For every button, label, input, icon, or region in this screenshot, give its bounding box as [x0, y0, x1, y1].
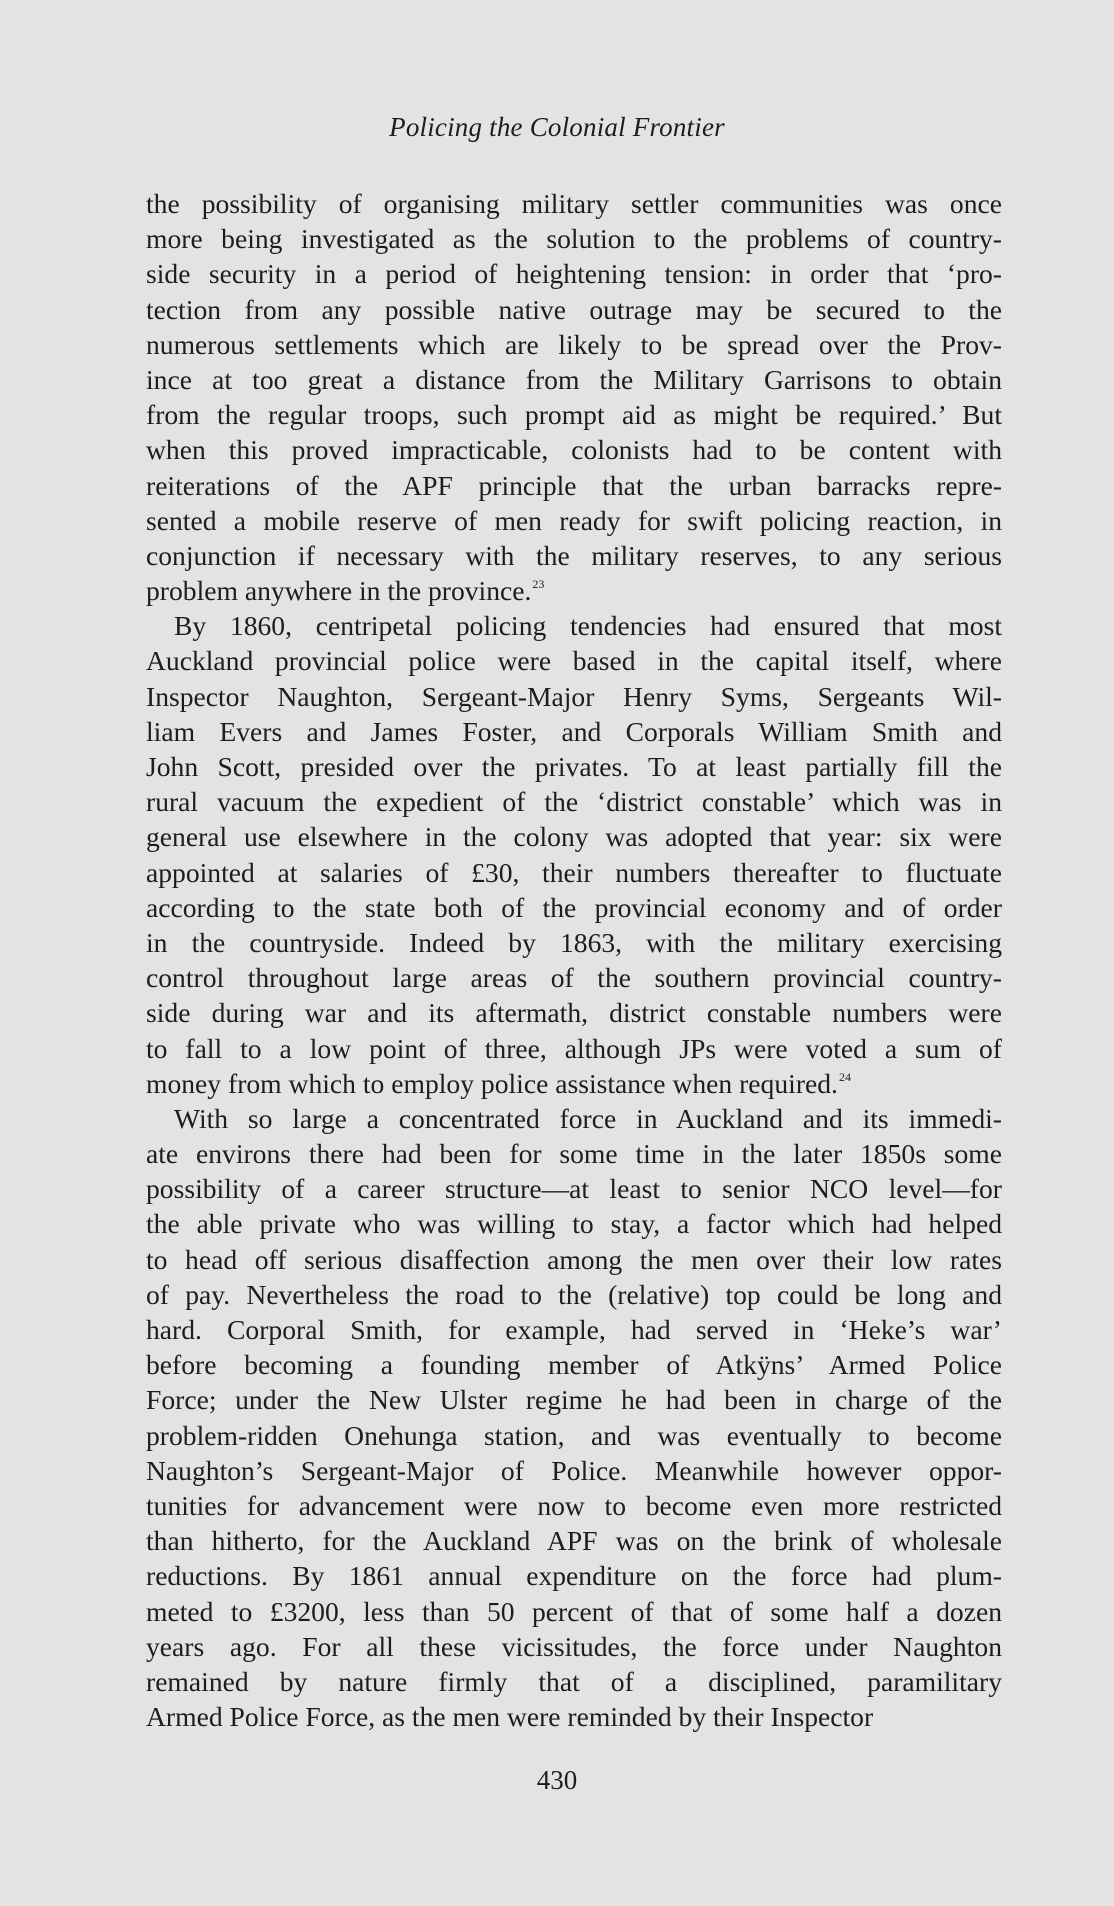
line-text: according to the state both of the provincial economy and of order — [146, 891, 1002, 923]
footnote-marker: 23 — [532, 577, 545, 592]
text-line — [146, 1066, 1002, 1101]
line-text: control throughout large areas of the southern provincial country- — [146, 962, 1002, 994]
line-text: Force; under the New Ulster regime he had been in charge of the — [146, 1384, 1002, 1416]
line-text: money from which to employ police assistance when required. — [146, 1067, 838, 1099]
text-line — [146, 1242, 1002, 1277]
line-text: problem-ridden Onehunga station, and was eventually to become — [146, 1419, 1002, 1451]
line-text: tunities for advancement were now to become even more restricted — [146, 1489, 1002, 1521]
line-text: Auckland provincial police were based in the capital itself, where — [146, 645, 1002, 677]
text-line — [146, 1488, 1002, 1523]
text-line — [146, 1699, 1002, 1734]
text-line — [146, 679, 1002, 714]
line-text: from the regular troops, such prompt aid as might be required.’ But — [146, 399, 1002, 431]
line-text: Inspector Naughton, Sergeant-Major Henry Syms, Sergeants Wil- — [146, 680, 1002, 712]
line-text: Armed Police Force, as the men were reminded by their Inspector — [146, 1701, 874, 1733]
line-text: remained by nature firmly that of a disciplined, paramilitary — [146, 1665, 1002, 1697]
text-line — [146, 643, 1002, 678]
text-line — [146, 1418, 1002, 1453]
text-line — [146, 256, 1002, 291]
text-line — [146, 397, 1002, 432]
text-line — [146, 1312, 1002, 1347]
line-text: than hitherto, for the Auckland APF was on the brink of wholesale — [146, 1525, 1002, 1557]
line-text: hard. Corporal Smith, for example, had served in ‘Heke’s war’ — [146, 1314, 1002, 1345]
line-text: years ago. For all these vicissitudes, the force under Naughton — [146, 1630, 1002, 1662]
line-text: side during war and its aftermath, district constable numbers were — [146, 997, 1002, 1029]
line-text: ince at too great a distance from the Military Garrisons to obtain — [146, 363, 1002, 395]
line-text: appointed at salaries of £30, their numbers thereafter to fluctuate — [146, 856, 1002, 888]
line-text: possibility of a career structure—at least to senior NCO level—for — [146, 1173, 1002, 1205]
line-text: liam Evers and James Foster, and Corporals William Smith and — [146, 715, 1002, 747]
text-line — [146, 995, 1002, 1030]
text-line — [146, 1523, 1002, 1558]
text-line — [146, 538, 1002, 573]
line-text: when this proved impracticable, colonists had to be content with — [146, 434, 1002, 466]
body-text — [146, 186, 1002, 1734]
text-line — [146, 890, 1002, 925]
paragraph — [146, 608, 1002, 1101]
text-line — [146, 1136, 1002, 1171]
line-text: tection from any possible native outrage may be secured to the — [146, 293, 1002, 325]
text-line — [146, 221, 1002, 256]
line-text: the possibility of organising military settler communities was once — [146, 188, 1002, 219]
text-line — [146, 432, 1002, 467]
line-text: meted to £3200, less than 50 percent of that of some half a dozen — [146, 1595, 1002, 1627]
text-line — [146, 714, 1002, 749]
text-line — [146, 1206, 1002, 1241]
text-line — [146, 327, 1002, 362]
line-text: to fall to a low point of three, although JPs were voted a sum of — [146, 1032, 1002, 1064]
text-line — [146, 1558, 1002, 1593]
paragraph — [146, 1101, 1002, 1734]
text-line — [146, 1453, 1002, 1488]
text-line — [146, 855, 1002, 890]
text-line — [146, 1629, 1002, 1664]
line-text: more being investigated as the solution to the problems of country- — [146, 223, 1002, 255]
line-text: reductions. By 1861 annual expenditure on the force had plum- — [146, 1560, 1002, 1592]
line-text: With so large a concentrated force in Auckland and its immedi- — [174, 1102, 1002, 1134]
text-line — [146, 1382, 1002, 1417]
text-line — [146, 608, 1002, 643]
text-line — [146, 1031, 1002, 1066]
line-text: By 1860, centripetal policing tendencies had ensured that most — [174, 610, 1002, 642]
text-line — [146, 362, 1002, 397]
line-text: sented a mobile reserve of men ready for swift policing reaction, in — [146, 504, 1002, 536]
footnote-marker: 24 — [838, 1069, 851, 1084]
line-text: to head off serious disaffection among the men over their low rates — [146, 1243, 1002, 1275]
text-line — [146, 292, 1002, 327]
text-line — [146, 960, 1002, 995]
text-line — [146, 503, 1002, 538]
running-title: Policing the Colonial Frontier — [389, 112, 725, 142]
text-line — [146, 1171, 1002, 1206]
text-line — [146, 784, 1002, 819]
line-text: side security in a period of heightening tension: in order that ‘pro- — [146, 258, 1002, 290]
line-text: before becoming a founding member of Atkÿns’ Armed Police — [146, 1349, 1002, 1381]
line-text: of pay. Nevertheless the road to the (relative) top could be long and — [146, 1278, 1002, 1310]
line-text: Naughton’s Sergeant-Major of Police. Meanwhile however oppor- — [146, 1454, 1002, 1486]
line-text: ate environs there had been for some time in the later 1850s some — [146, 1138, 1002, 1170]
text-line — [146, 468, 1002, 503]
text-line — [146, 1101, 1002, 1136]
page-number: 430 — [536, 1765, 578, 1795]
line-text: problem anywhere in the province. — [146, 575, 532, 607]
line-text: conjunction if necessary with the military reserves, to any serious — [146, 539, 1002, 571]
line-text: reiterations of the APF principle that the urban barracks repre- — [146, 469, 1002, 501]
text-line — [146, 925, 1002, 960]
text-line — [146, 1347, 1002, 1382]
text-line — [146, 749, 1002, 784]
text-line — [146, 819, 1002, 854]
line-text: rural vacuum the expedient of the ‘district constable’ which was in — [146, 786, 1002, 818]
line-text: John Scott, presided over the privates. To at least partially fill the — [146, 751, 1002, 782]
line-text: in the countryside. Indeed by 1863, with the military exercising — [146, 926, 1002, 958]
text-line — [146, 1664, 1002, 1699]
line-text: general use elsewhere in the colony was adopted that year: six were — [146, 821, 1002, 853]
text-line — [146, 573, 1002, 608]
line-text: the able private who was willing to stay, a factor which had helped — [146, 1208, 1002, 1240]
text-line — [146, 186, 1002, 221]
paragraph — [146, 186, 1002, 608]
text-line — [146, 1594, 1002, 1629]
line-text: numerous settlements which are likely to be spread over the Prov- — [146, 328, 1002, 360]
text-line — [146, 1277, 1002, 1312]
